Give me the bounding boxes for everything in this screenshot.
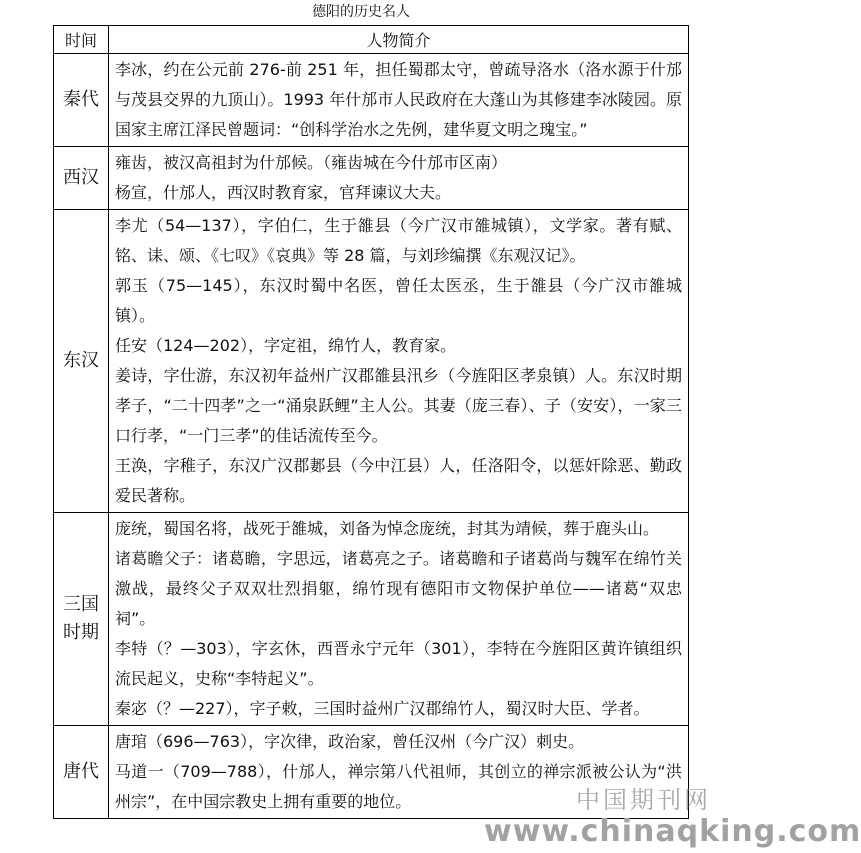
era-cell [54,210,109,513]
bio-cell [109,147,689,210]
table-row [54,726,689,819]
era-label: 时期 [63,622,99,643]
table-row [54,147,689,210]
watermark-cn-text: 中国期刊网 [576,786,711,814]
era-cell [54,513,109,726]
bio-entry: 任安（124—202），字定祖，绵竹人，教育家。 [115,336,457,355]
table-caption: 德阳的历史名人 [312,4,410,20]
header-bio: 人物简介 [109,26,689,54]
bio-cell [109,726,689,819]
bio-entry: 庞统，蜀国名将，战死于雒城，刘备为悼念庞统，封其为靖候，葬于鹿头山。 [115,519,660,538]
bio-entry: 马道一（709—788），什邡人，禅宗第八代祖师，其创立的禅宗派被公认为“洪州宗”，在中国宗教史上拥有重要的地位。 [115,762,682,811]
bio-entry: 王涣，字稚子，东汉广汉郡郪县（今中江县）人，任洛阳令，以惩奸除恶、勤政爱民著称。 [115,456,682,505]
era-cell [54,54,109,147]
bio-entry: 唐琯（696—763），字次律，政治家，曾任汉州（今广汉）刺史。 [115,732,585,751]
era-label: 东汉 [63,350,99,371]
bio-entry: 郭玉（75—145），东汉时蜀中名医，曾任太医丞，生于雒县（今广汉市雒城镇）。 [115,276,682,325]
history-table [53,25,689,819]
era-label: 唐代 [63,761,99,782]
table-row [54,513,689,726]
bio-entry: 李尤（54—137），字伯仁，生于雒县（今广汉市雒城镇），文学家。著有赋、铭、诔、颂、《七叹》《哀典》等 28 篇，与刘珍编撰《东观汉记》。 [115,216,682,265]
era-cell [54,726,109,819]
table-row [54,210,689,513]
table-body [54,54,689,819]
bio-entry: 秦宓（？—227），字子敕，三国时益州广汉郡绵竹人，蜀汉时大臣、学者。 [115,699,650,718]
era-label: 三国 [63,594,99,615]
header-row [54,26,689,54]
bio-entry: 姜诗，字仕游，东汉初年益州广汉郡雒县汛乡（今旌阳区孝泉镇）人。东汉时期孝子，“二十四孝”之一“涌泉跃鲤”主人公。其妻（庞三春）、子（安安），一家三口行孝，“一门三孝”的佳话流传至今。 [115,366,682,445]
header-era: 时间 [54,26,109,54]
bio-entry: 杨宣，什邡人，西汉时教育家，官拜谏议大夫。 [115,183,452,202]
table-row [54,54,689,147]
bio-cell [109,54,689,147]
era-label: 西汉 [63,167,99,188]
era-label: 秦代 [63,89,99,110]
bio-entry: 李冰，约在公元前 276-前 251 年，担任蜀郡太守，曾疏导洛水（洛水源于什邡与茂县交界的九顶山）。1993 年什邡市人民政府在大蓬山为其修建李冰陵园。原国家主席江泽民曾题词：“创科学治水之先例，建华夏文明之瑰宝。” [115,60,682,139]
bio-entry: 李特（？—303），字玄休，西晋永宁元年（301），李特在今旌阳区黄许镇组织流民起义，史称“李特起义”。 [115,639,682,688]
bio-cell [109,513,689,726]
era-cell [54,147,109,210]
watermark-url-text: www.chinaqking.com [484,814,861,849]
bio-entry: 雍齿，被汉高祖封为什邡候。（雍齿城在今什邡市区南） [115,153,508,172]
bio-cell [109,210,689,513]
bio-entry: 诸葛瞻父子：诸葛瞻，字思远，诸葛亮之子。诸葛瞻和子诸葛尚与魏军在绵竹关激战，最终父子双双壮烈捐躯，绵竹现有德阳市文物保护单位——诸葛“双忠祠”。 [115,549,682,628]
